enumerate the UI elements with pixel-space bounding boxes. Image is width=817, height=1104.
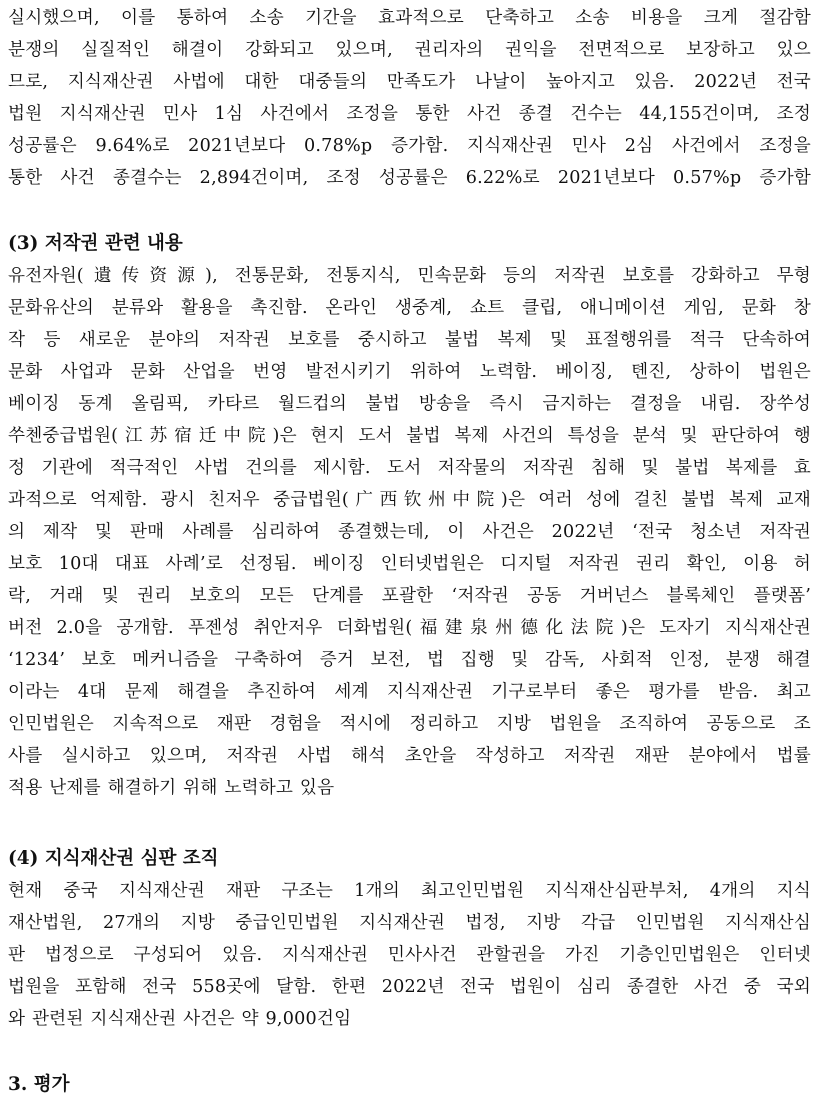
text-line: 실시했으며, 이를 통하여 소송 기간을 효과적으로 단축하고 소송 비용을 크게 절감함: [8, 8, 811, 28]
text-line: 베이징 동계 올림픽, 카타르 월드컵의 불법 방송을 즉시 금지하는 결정을 내림. 장쑤성: [8, 394, 811, 414]
text-line: 현재 중국 지식재산권 재판 구조는 1개의 최고인민법원 지식재산심판부처, 4개의 지식: [8, 881, 811, 901]
text-line: 작 등 새로운 분야의 저작권 보호를 중시하고 불법 복제 및 표절행위를 적극 단속하여: [8, 330, 811, 350]
text-line: 과적으로 억제함. 광시 친저우 중급법원(广西钦州中院)은 여러 성에 걸친 불법 복제 교재: [8, 490, 811, 510]
text-line: 므로, 지식재산권 사법에 대한 대중들의 만족도가 나날이 높아지고 있음. 2022년 전국: [8, 72, 811, 92]
text-line: 인민법원은 지속적으로 재판 경험을 적시에 정리하고 지방 법원을 조직하여 공동으로 조: [8, 714, 811, 734]
text-line: 쑤첸중급법원(江苏宿迁中院)은 현지 도서 불법 복제 사건의 특성을 분석 및 판단하여 행: [8, 426, 811, 446]
text-line: 락, 거래 및 권리 보호의 모든 단계를 포괄한 ‘저작권 공동 거버넌스 블록체인 플랫폼’: [8, 586, 811, 606]
text-line: 성공률은 9.64%로 2021년보다 0.78%p 증가함. 지식재산권 민사 2심 사건에서 조정을: [8, 136, 811, 156]
text-line: 적용 난제를 해결하기 위해 노력하고 있음: [8, 778, 335, 798]
section-heading-evaluation: 3. 평가: [8, 1074, 70, 1095]
text-line: 버전 2.0을 공개함. 푸젠성 취안저우 더화법원(福建泉州德化法院)은 도자기 지식재산권: [8, 618, 811, 638]
text-line: 정 기관에 적극적인 사법 건의를 제시함. 도서 저작물의 저작권 침해 및 불법 복제를 효: [8, 458, 811, 478]
text-line: 판 법정으로 구성되어 있음. 지식재산권 민사사건 관할권을 가진 기층인민법원은 인터넷: [8, 945, 811, 965]
section-heading-tribunal: (4) 지식재산권 심판 조직: [8, 848, 219, 869]
text-line: 법원을 포함해 전국 558곳에 달함. 한편 2022년 전국 법원이 심리 종결한 사건 중 국외: [8, 977, 811, 997]
text-line: 분쟁의 실질적인 해결이 강화되고 있으며, 권리자의 권익을 전면적으로 보장하고 있으: [8, 40, 811, 60]
section-heading-copyright: (3) 저작권 관련 내용: [8, 233, 183, 254]
text-line: 와 관련된 지식재산권 사건은 약 9,000건임: [8, 1009, 352, 1029]
text-line: 문화유산의 분류와 활용을 촉진함. 온라인 생중계, 쇼트 클립, 애니메이션 게임, 문화 창: [8, 298, 811, 318]
text-line: 보호 10대 대표 사례’로 선정됨. 베이징 인터넷법원은 디지털 저작권 권리 확인, 이용 허: [8, 554, 811, 574]
text-line: 의 제작 및 판매 사례를 심리하여 종결했는데, 이 사건은 2022년 ‘전국 청소년 저작권: [8, 522, 811, 542]
text-line: 통한 사건 종결수는 2,894건이며, 조정 성공률은 6.22%로 2021년보다 0.57%p 증가함: [8, 168, 811, 188]
text-line: 재산법원, 27개의 지방 중급인민법원 지식재산권 법정, 지방 각급 인민법원 지식재산심: [8, 913, 811, 933]
tribunal-paragraph: [8, 875, 811, 1035]
text-line: 이라는 4대 문제 해결을 추진하여 세계 지식재산권 기구로부터 좋은 평가를 받음. 최고: [8, 682, 811, 702]
text-line: 문화 사업과 문화 산업을 번영 발전시키기 위하여 노력함. 베이징, 톈진, 상하이 법원은: [8, 362, 811, 382]
intro-paragraph: [8, 2, 811, 194]
copyright-paragraph: [8, 260, 811, 804]
text-line: 유전자원(遺传资源), 전통문화, 전통지식, 민속문화 등의 저작권 보호를 강화하고 무형: [8, 266, 811, 286]
text-line: 법원 지식재산권 민사 1심 사건에서 조정을 통한 사건 종결 건수는 44,155건이며, 조정: [8, 104, 811, 124]
text-line: 사를 실시하고 있으며, 저작권 사법 해석 초안을 작성하고 저작권 재판 분야에서 법률: [8, 746, 811, 766]
text-line: ‘1234’ 보호 메커니즘을 구축하여 증거 보전, 법 집행 및 감독, 사회적 인정, 분쟁 해결: [8, 650, 811, 670]
